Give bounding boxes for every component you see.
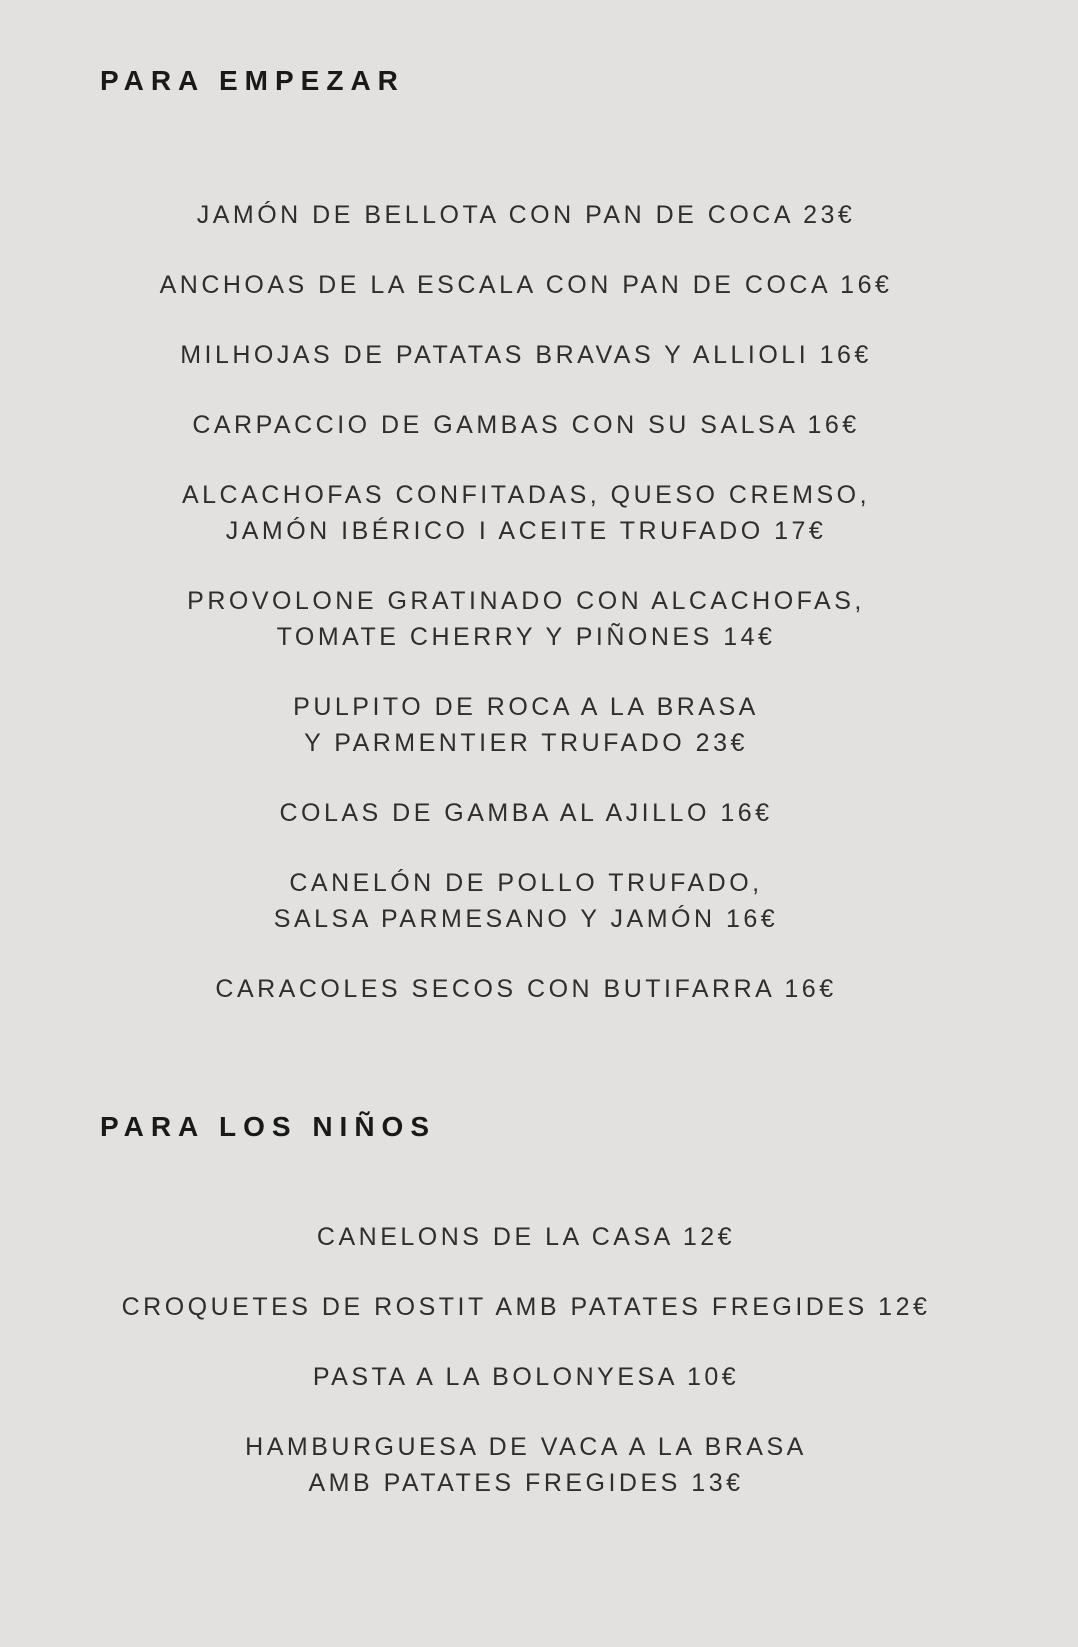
menu-item-line: CARACOLES SECOS CON BUTIFARRA 16€ (215, 975, 837, 1003)
menu-item-alcachofas-confitadas (0, 477, 1052, 549)
menu-item-croquetes-rostit (0, 1289, 1052, 1325)
section-para-los-ninos (0, 1110, 1078, 1501)
menu-item-line: CROQUETES DE ROSTIT AMB PATATES FREGIDES 12€ (121, 1293, 931, 1321)
menu-item-colas-gamba (0, 795, 1052, 831)
menu-item-pulpito-roca (0, 689, 1052, 761)
menu-item-carpaccio-gambas (0, 407, 1052, 443)
menu-item-line: HAMBURGUESA DE VACA A LA BRASA (245, 1433, 807, 1461)
section-title-para-los-ninos: PARA LOS NIÑOS (100, 1111, 437, 1142)
section-para-empezar-items (0, 197, 1078, 1007)
menu-item-line: TOMATE CHERRY Y PIÑONES 14€ (276, 623, 776, 651)
menu-item-milhojas-bravas (0, 337, 1052, 373)
menu-item-canelon-pollo (0, 865, 1052, 937)
menu-item-jamon-bellota (0, 197, 1052, 233)
menu-item-line: PULPITO DE ROCA A LA BRASA (293, 693, 759, 721)
menu-item-line: Y PARMENTIER TRUFADO 23€ (304, 729, 748, 757)
section-title-para-empezar: PARA EMPEZAR (100, 65, 405, 96)
menu-item-line: CARPACCIO DE GAMBAS CON SU SALSA 16€ (192, 411, 860, 439)
section-para-empezar (0, 64, 1078, 1007)
menu-item-line: ANCHOAS DE LA ESCALA CON PAN DE COCA 16€ (159, 271, 893, 299)
menu-item-line: ALCACHOFAS CONFITADAS, QUESO CREMSO, (181, 481, 871, 509)
menu-item-line: MILHOJAS DE PATATAS BRAVAS Y ALLIOLI 16€ (180, 341, 872, 369)
menu-item-hamburguesa-vaca (0, 1429, 1052, 1501)
menu-item-line: JAMÓN DE BELLOTA CON PAN DE COCA 23€ (196, 201, 856, 229)
menu-item-line: CANELÓN DE POLLO TRUFADO, (289, 869, 763, 897)
section-para-los-ninos-items (0, 1219, 1078, 1501)
menu-item-anchoas-escala (0, 267, 1052, 303)
menu-item-pasta-bolonyesa (0, 1359, 1052, 1395)
menu-item-line: AMB PATATES FREGIDES 13€ (308, 1469, 744, 1497)
menu-item-line: CANELONS DE LA CASA 12€ (316, 1223, 736, 1251)
menu-item-line: SALSA PARMESANO Y JAMÓN 16€ (273, 905, 779, 933)
menu-item-canelons-casa (0, 1219, 1052, 1255)
menu-item-line: PROVOLONE GRATINADO CON ALCACHOFAS, (187, 587, 865, 615)
menu-item-line: JAMÓN IBÉRICO I ACEITE TRUFADO 17€ (225, 517, 827, 545)
menu-item-line: PASTA A LA BOLONYESA 10€ (312, 1363, 740, 1391)
menu-item-line: COLAS DE GAMBA AL AJILLO 16€ (279, 799, 773, 827)
menu-item-caracoles-secos (0, 971, 1052, 1007)
menu-item-provolone-gratinado (0, 583, 1052, 655)
